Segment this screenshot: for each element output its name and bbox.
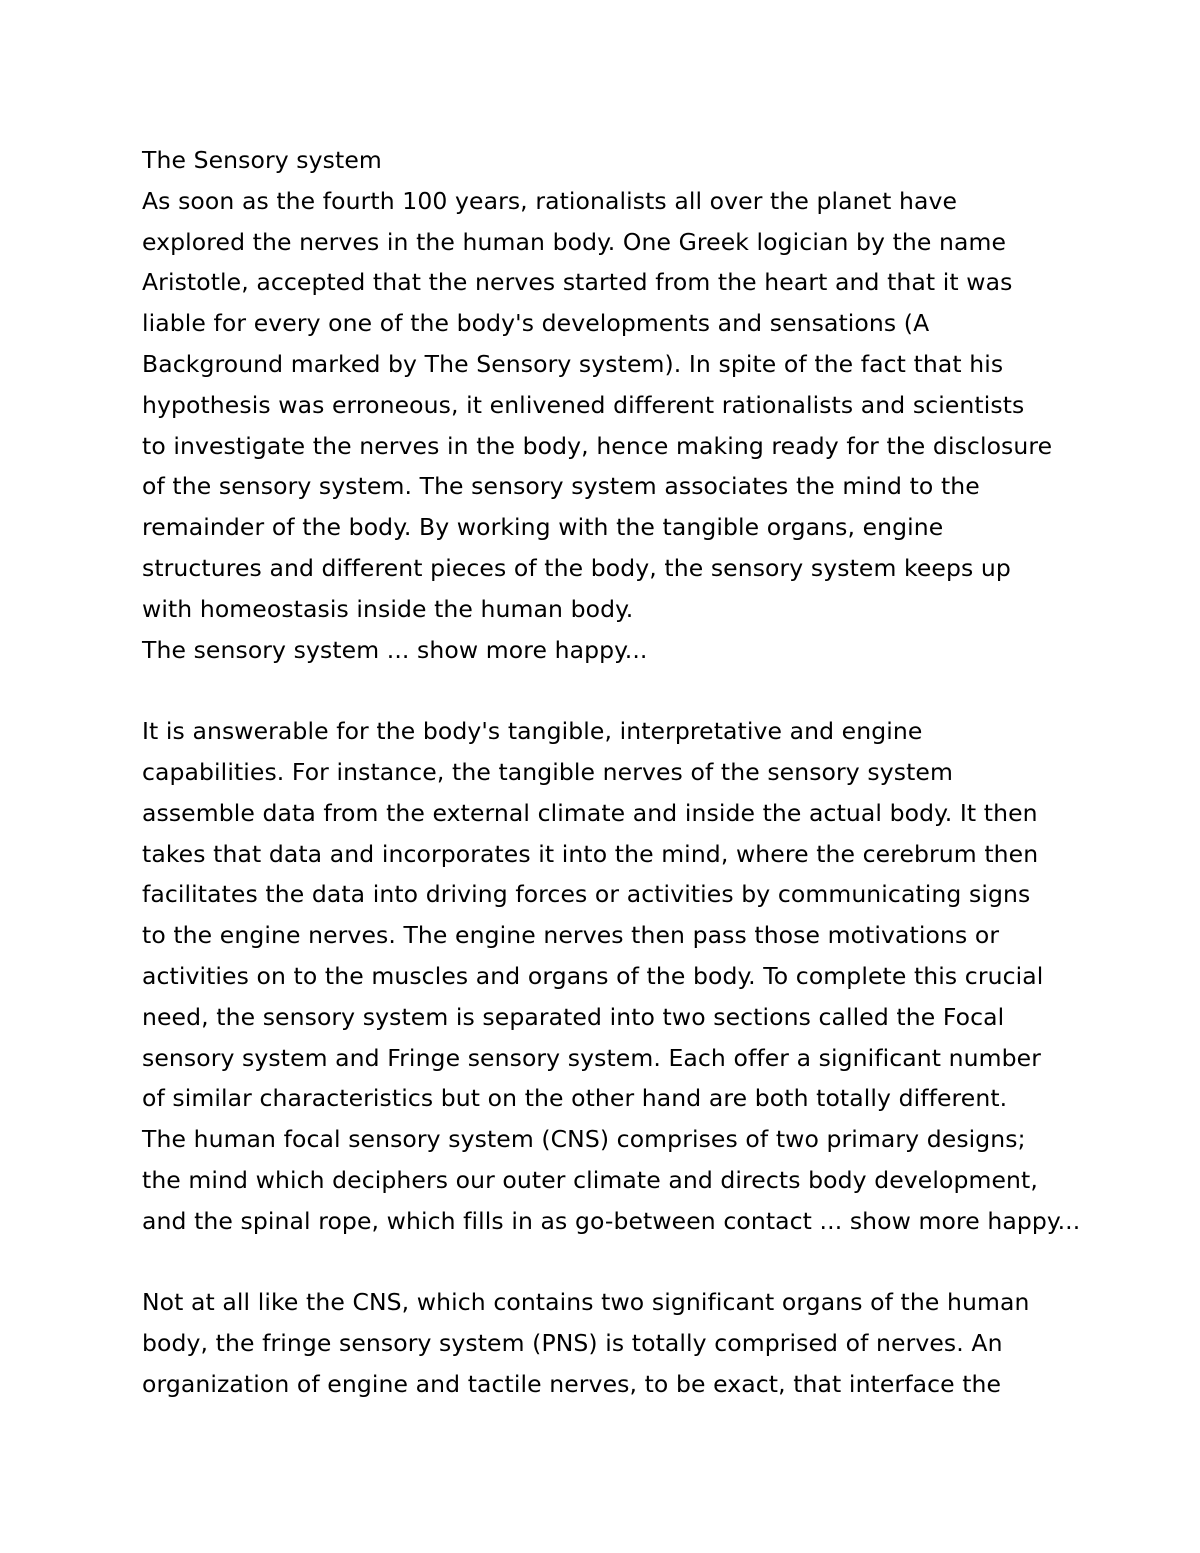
paragraph-gap	[142, 1242, 1072, 1283]
paragraph-1-line: Aristotle, accepted that the nerves started from the heart and that it was	[142, 268, 1013, 297]
paragraph-2-line: sensory system and Fringe sensory system. Each offer a significant number	[142, 1043, 1042, 1072]
document-title: The Sensory system	[142, 146, 382, 174]
paragraph-3-line: organization of engine and tactile nerves, to be exact, that interface the	[142, 1369, 1002, 1398]
paragraph-1	[142, 181, 1072, 671]
paragraph-2-line: and the spinal rope, which fills in as go-between contact ... show more happy...	[142, 1206, 1081, 1235]
paragraph-2-line: need, the sensory system is separated into two sections called the Focal	[142, 1002, 1005, 1031]
paragraph-gap	[142, 670, 1072, 711]
paragraph-3-line: body, the fringe sensory system (PNS) is totally comprised of nerves. An	[142, 1329, 1003, 1358]
paragraph-3-line: Not at all like the CNS, which contains two significant organs of the human	[142, 1288, 1030, 1317]
document-body	[142, 140, 1081, 1405]
paragraph-1-line: remainder of the body. By working with the tangible organs, engine	[142, 513, 944, 542]
paragraph-1-line: explored the nerves in the human body. One Greek logician by the name	[142, 227, 1007, 256]
paragraph-1-line: hypothesis was erroneous, it enlivened different rationalists and scientists	[142, 390, 1025, 419]
paragraph-2-line: the mind which deciphers our outer climate and directs body development,	[142, 1165, 1038, 1194]
paragraph-1-line: liable for every one of the body's developments and sensations (A	[142, 309, 930, 338]
paragraph-2-line: to the engine nerves. The engine nerves then pass those motivations or	[142, 921, 1000, 950]
paragraph-1-line: of the sensory system. The sensory system associates the mind to the	[142, 472, 980, 501]
paragraph-1-line: with homeostasis inside the human body.	[142, 594, 634, 623]
paragraph-3	[142, 1282, 1072, 1404]
paragraph-2-line: The human focal sensory system (CNS) comprises of two primary designs;	[142, 1125, 1026, 1154]
paragraph-2-line: facilitates the data into driving forces or activities by communicating signs	[142, 880, 1031, 909]
paragraph-2-line: assemble data from the external climate and inside the actual body. It then	[142, 798, 1038, 827]
paragraph-1-line: The sensory system ... show more happy...	[142, 635, 648, 664]
paragraph-1-line: structures and different pieces of the body, the sensory system keeps up	[142, 553, 1011, 582]
paragraph-1-line: to investigate the nerves in the body, hence making ready for the disclosure	[142, 431, 1053, 460]
paragraph-2-line: It is answerable for the body's tangible, interpretative and engine	[142, 717, 923, 746]
paragraph-1-line: Background marked by The Sensory system). In spite of the fact that his	[142, 349, 1004, 378]
paragraph-1-line: As soon as the fourth 100 years, rationalists all over the planet have	[142, 186, 958, 215]
paragraph-2-line: capabilities. For instance, the tangible nerves of the sensory system	[142, 757, 953, 786]
paragraph-2-line: of similar characteristics but on the other hand are both totally different.	[142, 1084, 1008, 1113]
paragraph-2	[142, 711, 1081, 1241]
paragraph-2-line: activities on to the muscles and organs of the body. To complete this crucial	[142, 961, 1044, 990]
paragraph-2-line: takes that data and incorporates it into the mind, where the cerebrum then	[142, 839, 1039, 868]
